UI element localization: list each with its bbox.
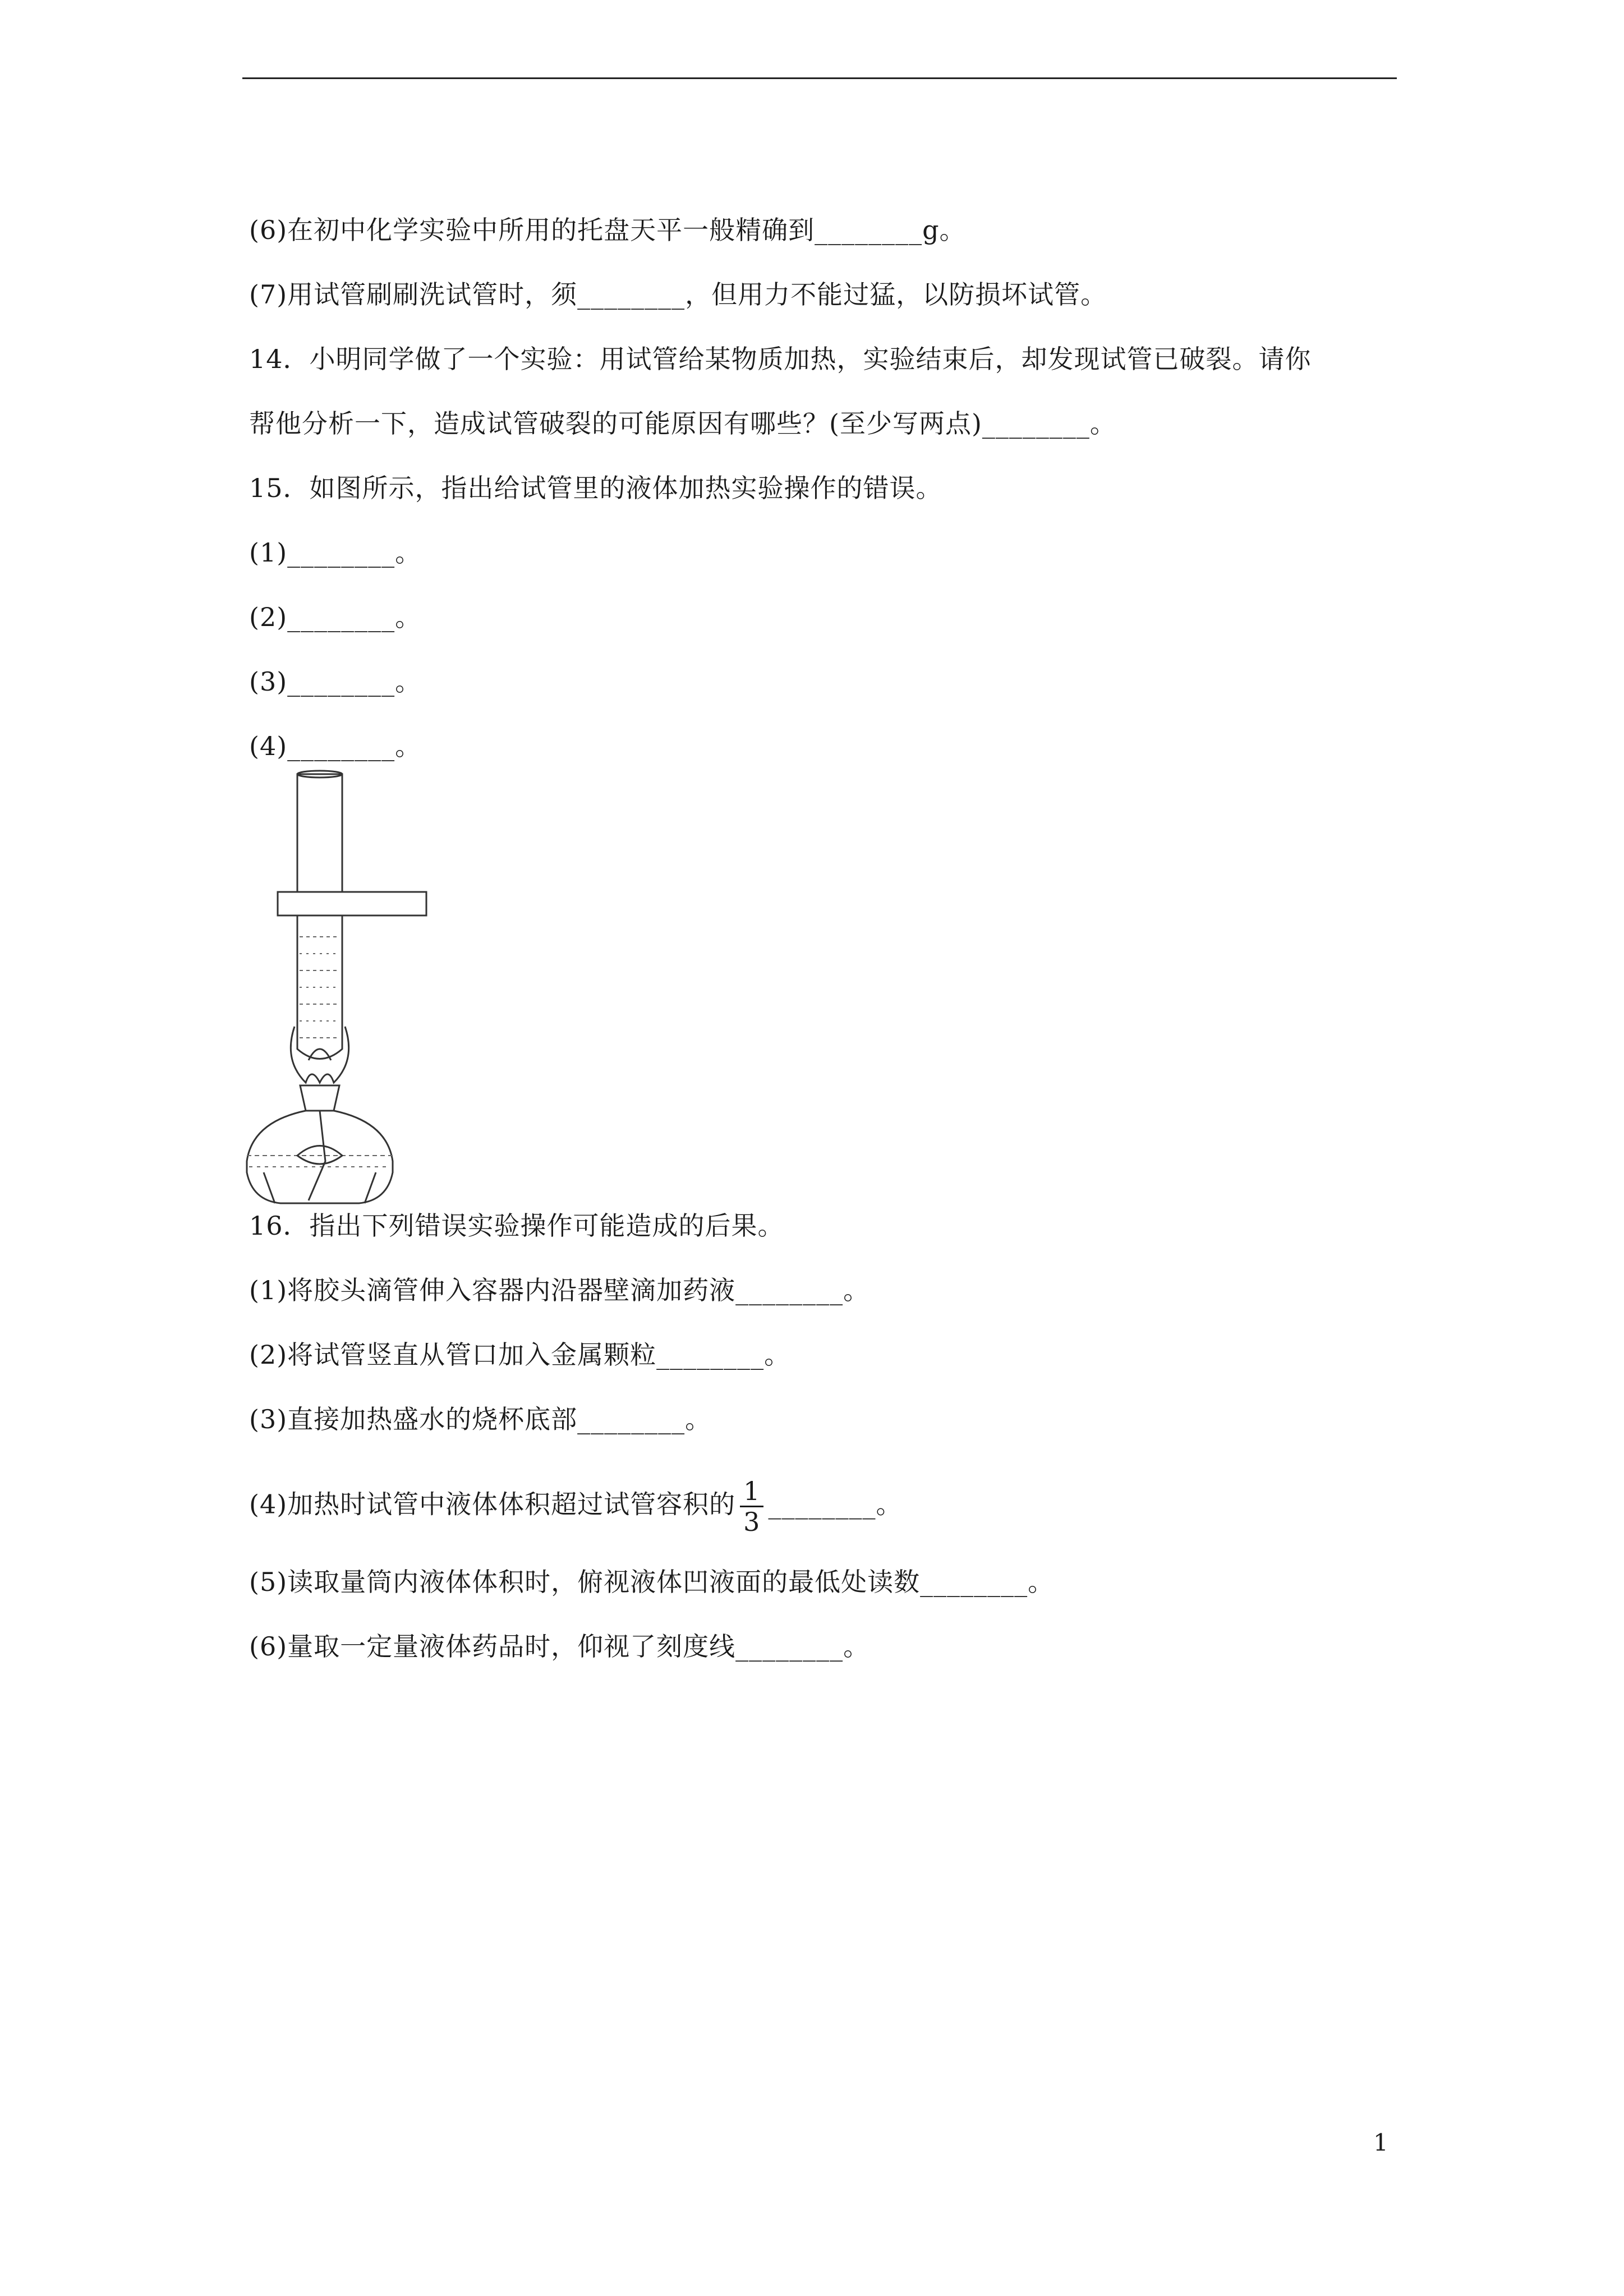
- test-tube-clamp: [278, 892, 426, 915]
- question-15-blank-1: (1)________。: [249, 537, 422, 568]
- alcohol-lamp: [247, 1085, 393, 1203]
- header-rule: [242, 77, 1397, 79]
- test-tube-heating-figure: [241, 769, 449, 1212]
- liquid-in-tube: [300, 937, 340, 1038]
- question-14-line-1: 14．小明同学做了一个实验：用试管给某物质加热，实验结束后，却发现试管已破裂。请你: [249, 344, 1312, 374]
- question-15-blank-2: (2)________。: [249, 602, 422, 632]
- question-15-blank-4: (4)________。: [249, 731, 422, 761]
- question-16-5: (5)读取量筒内液体体积时，俯视液体凹液面的最低处读数________。: [249, 1567, 1055, 1597]
- lamp-wick-holder: [300, 1085, 339, 1111]
- question-16-4-blank: ________。: [768, 1489, 903, 1520]
- question-15-stem: 15．如图所示，指出给试管里的液体加热实验操作的错误。: [249, 473, 942, 503]
- question-16-stem: 16．指出下列错误实验操作可能造成的后果。: [249, 1211, 784, 1241]
- question-16-4-text: (4)加热时试管中液体体积超过试管容积的: [249, 1489, 736, 1520]
- question-13-6: (6)在初中化学实验中所用的托盘天平一般精确到________g。: [249, 215, 966, 245]
- question-14-line-2: 帮他分析一下，造成试管破裂的可能原因有哪些？(至少写两点)________。: [249, 408, 1116, 439]
- question-16-4: [249, 1476, 902, 1536]
- fraction-numerator: 1: [740, 1476, 763, 1507]
- question-16-3: (3)直接加热盛水的烧杯底部________。: [249, 1404, 712, 1434]
- question-15-blank-3: (3)________。: [249, 666, 422, 697]
- question-16-2: (2)将试管竖直从管口加入金属颗粒________。: [249, 1340, 791, 1370]
- flame: [291, 1027, 348, 1083]
- fraction-denominator: 3: [743, 1507, 761, 1537]
- question-16-6: (6)量取一定量液体药品时，仰视了刻度线________。: [249, 1631, 870, 1662]
- question-16-1: (1)将胶头滴管伸入容器内沿器壁滴加药液________。: [249, 1275, 870, 1305]
- page-number: 1: [1373, 2129, 1388, 2156]
- test-tube: [297, 774, 342, 1059]
- question-13-7: (7)用试管刷刷洗试管时，须________，但用力不能过猛，以防损坏试管。: [249, 279, 1107, 310]
- fraction-one-third: [740, 1476, 763, 1536]
